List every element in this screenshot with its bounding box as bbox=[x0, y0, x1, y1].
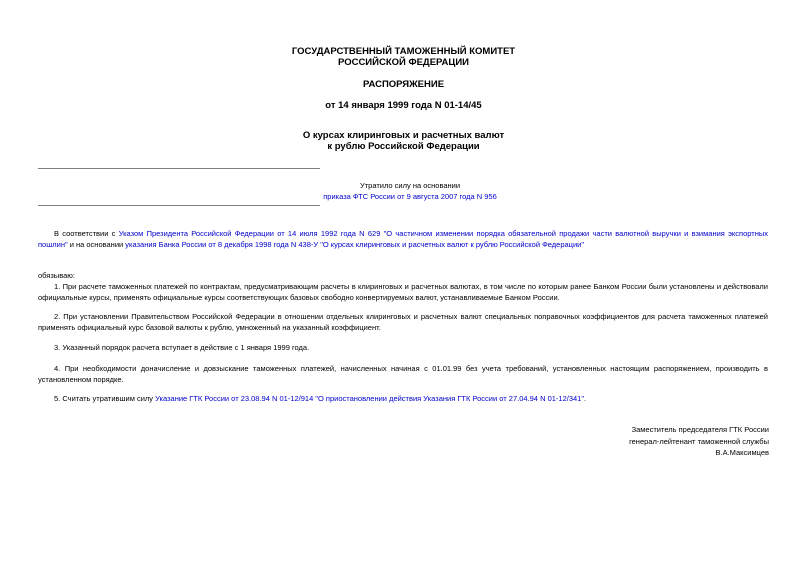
item-5-paragraph bbox=[38, 393, 768, 404]
preamble-text-1: В соответствии с bbox=[54, 229, 119, 238]
status-note bbox=[300, 180, 520, 202]
doc-title-line2: к рублю Российской Федерации bbox=[327, 141, 480, 152]
org-name-line1: ГОСУДАРСТВЕННЫЙ ТАМОЖЕННЫЙ КОМИТЕТ bbox=[291, 46, 516, 57]
item-5-text-1: 5. Считать утратившим силу bbox=[54, 394, 156, 403]
status-line: Утратило силу на основании bbox=[359, 181, 461, 190]
item-1-paragraph: 1. При расчете таможенных платежей по контрактам, предусматривающим расчеты в клиринговых и расчетных валютах, в том числе по которым ранее Банком России были установлены и действовали официальные курсы, применять официальные курсы соответствующих базовых свободно конвертируемых валют, устанавливаемые Банком России. bbox=[38, 282, 768, 302]
gtk-instruction-link[interactable]: Указание ГТК России от 23.08.94 N 01-12/914 "О приостановлении действия Указания ГТК России от 27.04.94 N 01-12/341" bbox=[155, 394, 585, 403]
signature-block bbox=[509, 424, 769, 459]
item-4-paragraph: 4. При необходимости доначисление и довзыскание таможенных платежей, начисленных начиная с 01.01.99 без учета требований, установленных настоящим распоряжением, производить в установленном порядке. bbox=[38, 364, 768, 384]
item-5-text-2: . bbox=[584, 394, 587, 403]
doc-date-number: от 14 января 1999 года N 01-14/45 bbox=[325, 100, 482, 111]
org-name bbox=[0, 46, 807, 68]
preamble-text-2: и на основании bbox=[67, 240, 126, 249]
org-name-line2: РОССИЙСКОЙ ФЕДЕРАЦИИ bbox=[337, 57, 469, 68]
decree-link[interactable]: Указом Президента Российской Федерации от 14 июля 1992 года N 629 "О частичном изменении порядка обязательной продажи части валютной выручки и взимания экспортных пошлин" bbox=[38, 229, 768, 249]
obligate-line: обязываю: bbox=[38, 271, 75, 280]
item-3-paragraph: 3. Указанный порядок расчета вступает в действие с 1 января 1999 года. bbox=[54, 343, 310, 352]
item-2-paragraph: 2. При установлении Правительством Российской Федерации в отношении отдельных клиринговых и расчетных валют специальных поправочных коэффициентов для расчета таможенных платежей применять официальный курс базовой валюты к рублю, умноженный на указанный коэффициент. bbox=[38, 312, 768, 332]
signature-position: Заместитель председателя ГТК России bbox=[631, 425, 769, 434]
divider-top bbox=[38, 168, 320, 169]
signature-name: В.А.Максимцев bbox=[715, 448, 769, 457]
status-link[interactable]: приказа ФТС России от 9 августа 2007 года N 956 bbox=[323, 192, 497, 201]
doc-title bbox=[0, 130, 807, 152]
divider-bottom bbox=[38, 205, 320, 206]
signature-rank: генерал-лейтенант таможенной службы bbox=[629, 436, 769, 446]
doc-title-line1: О курсах клиринговых и расчетных валют bbox=[302, 130, 505, 141]
doc-type: РАСПОРЯЖЕНИЕ bbox=[362, 79, 445, 90]
bank-instruction-link[interactable]: указания Банка России от 8 декабря 1998 года N 438-У "О курсах клиринговых и расчетных валют к рублю Российской Федерации" bbox=[125, 240, 585, 249]
preamble-paragraph bbox=[38, 228, 768, 250]
